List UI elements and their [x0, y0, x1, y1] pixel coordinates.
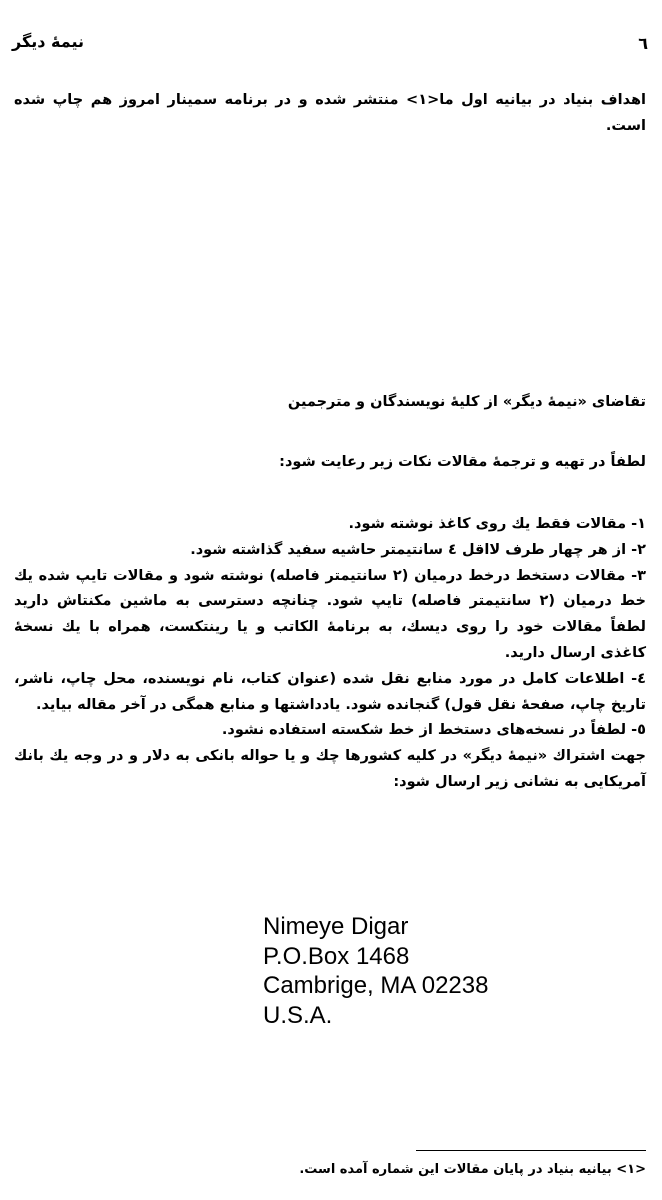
intro-paragraph	[14, 88, 646, 139]
rule-item: ٢- از هر چهار طرف لااقل ٤ سانتیمتر حاشیه سفید گذاشته شود.	[190, 541, 646, 558]
subscription-note: جهت اشتراك «نیمهٔ دیگر» در کلیه کشورها چك و یا حواله بانکی به دلار و در وجه یك بانك آمریکایی به نشانی زیر ارسال شود:	[14, 748, 646, 790]
rule-item: ٤- اطلاعات کامل در مورد منابع نقل شده (عنوان کتاب، نام نویسنده، محل چاپ، ناشر، تاریخ چاپ، صفحهٔ نقل قول) گنجانده شود. یادداشتها و منابع همگی در آخر مقاله بیاید.	[14, 670, 646, 713]
address-po-box: P.O.Box 1468	[263, 942, 410, 970]
running-header-title: نیمهٔ دیگر	[12, 32, 85, 51]
footnote: <١> بیانیه بنیاد در پایان مقالات این شماره آمده است.	[299, 1162, 646, 1177]
address-name: Nimeye Digar	[263, 913, 409, 940]
mailing-address	[263, 912, 488, 1030]
intro-paragraph-text: اهداف بنیاد در بیانیه اول ما<١> منتشر شده و در برنامه سمینار امروز هم چاپ شده است.	[14, 92, 646, 134]
rule-item: ٣- مقالات دستخط درخط درمیان (٢ سانتیمتر فاصله) نوشته شود و مقالات تایپ شده یك خط درمیان (٢ سانتیمتر فاصله) تایپ شود. چنانچه دسترسی به ماشین مکنتاش دارید لطفاً مقالات خود را روی دیسك، به برنامهٔ الکاتب و یا رینتکست، همراه با یك نسخهٔ کاغذی ارسال دارید.	[14, 567, 647, 661]
invitation-heading-text: تقاضای «نیمهٔ دیگر» از کلیهٔ نویسندگان و مترجمین	[287, 394, 646, 410]
footnote-separator	[416, 1150, 646, 1151]
rules-list	[14, 512, 646, 796]
address-country: U.S.A.	[263, 1001, 333, 1029]
invitation-heading	[14, 390, 646, 416]
page-number: ٦	[638, 34, 648, 53]
rule-item: ٥- لطفاً در نسخه‌های دستخط از خط شکسته استفاده نشود.	[221, 722, 646, 739]
address-city: Cambrige, MA 02238	[263, 972, 489, 999]
instructions-intro	[14, 450, 646, 476]
rule-item: ١- مقالات فقط یك روی کاغذ نوشته شود.	[348, 516, 646, 532]
instructions-intro-text: لطفاً در تهیه و ترجمهٔ مقالات نکات زیر رعایت شود:	[279, 454, 646, 470]
